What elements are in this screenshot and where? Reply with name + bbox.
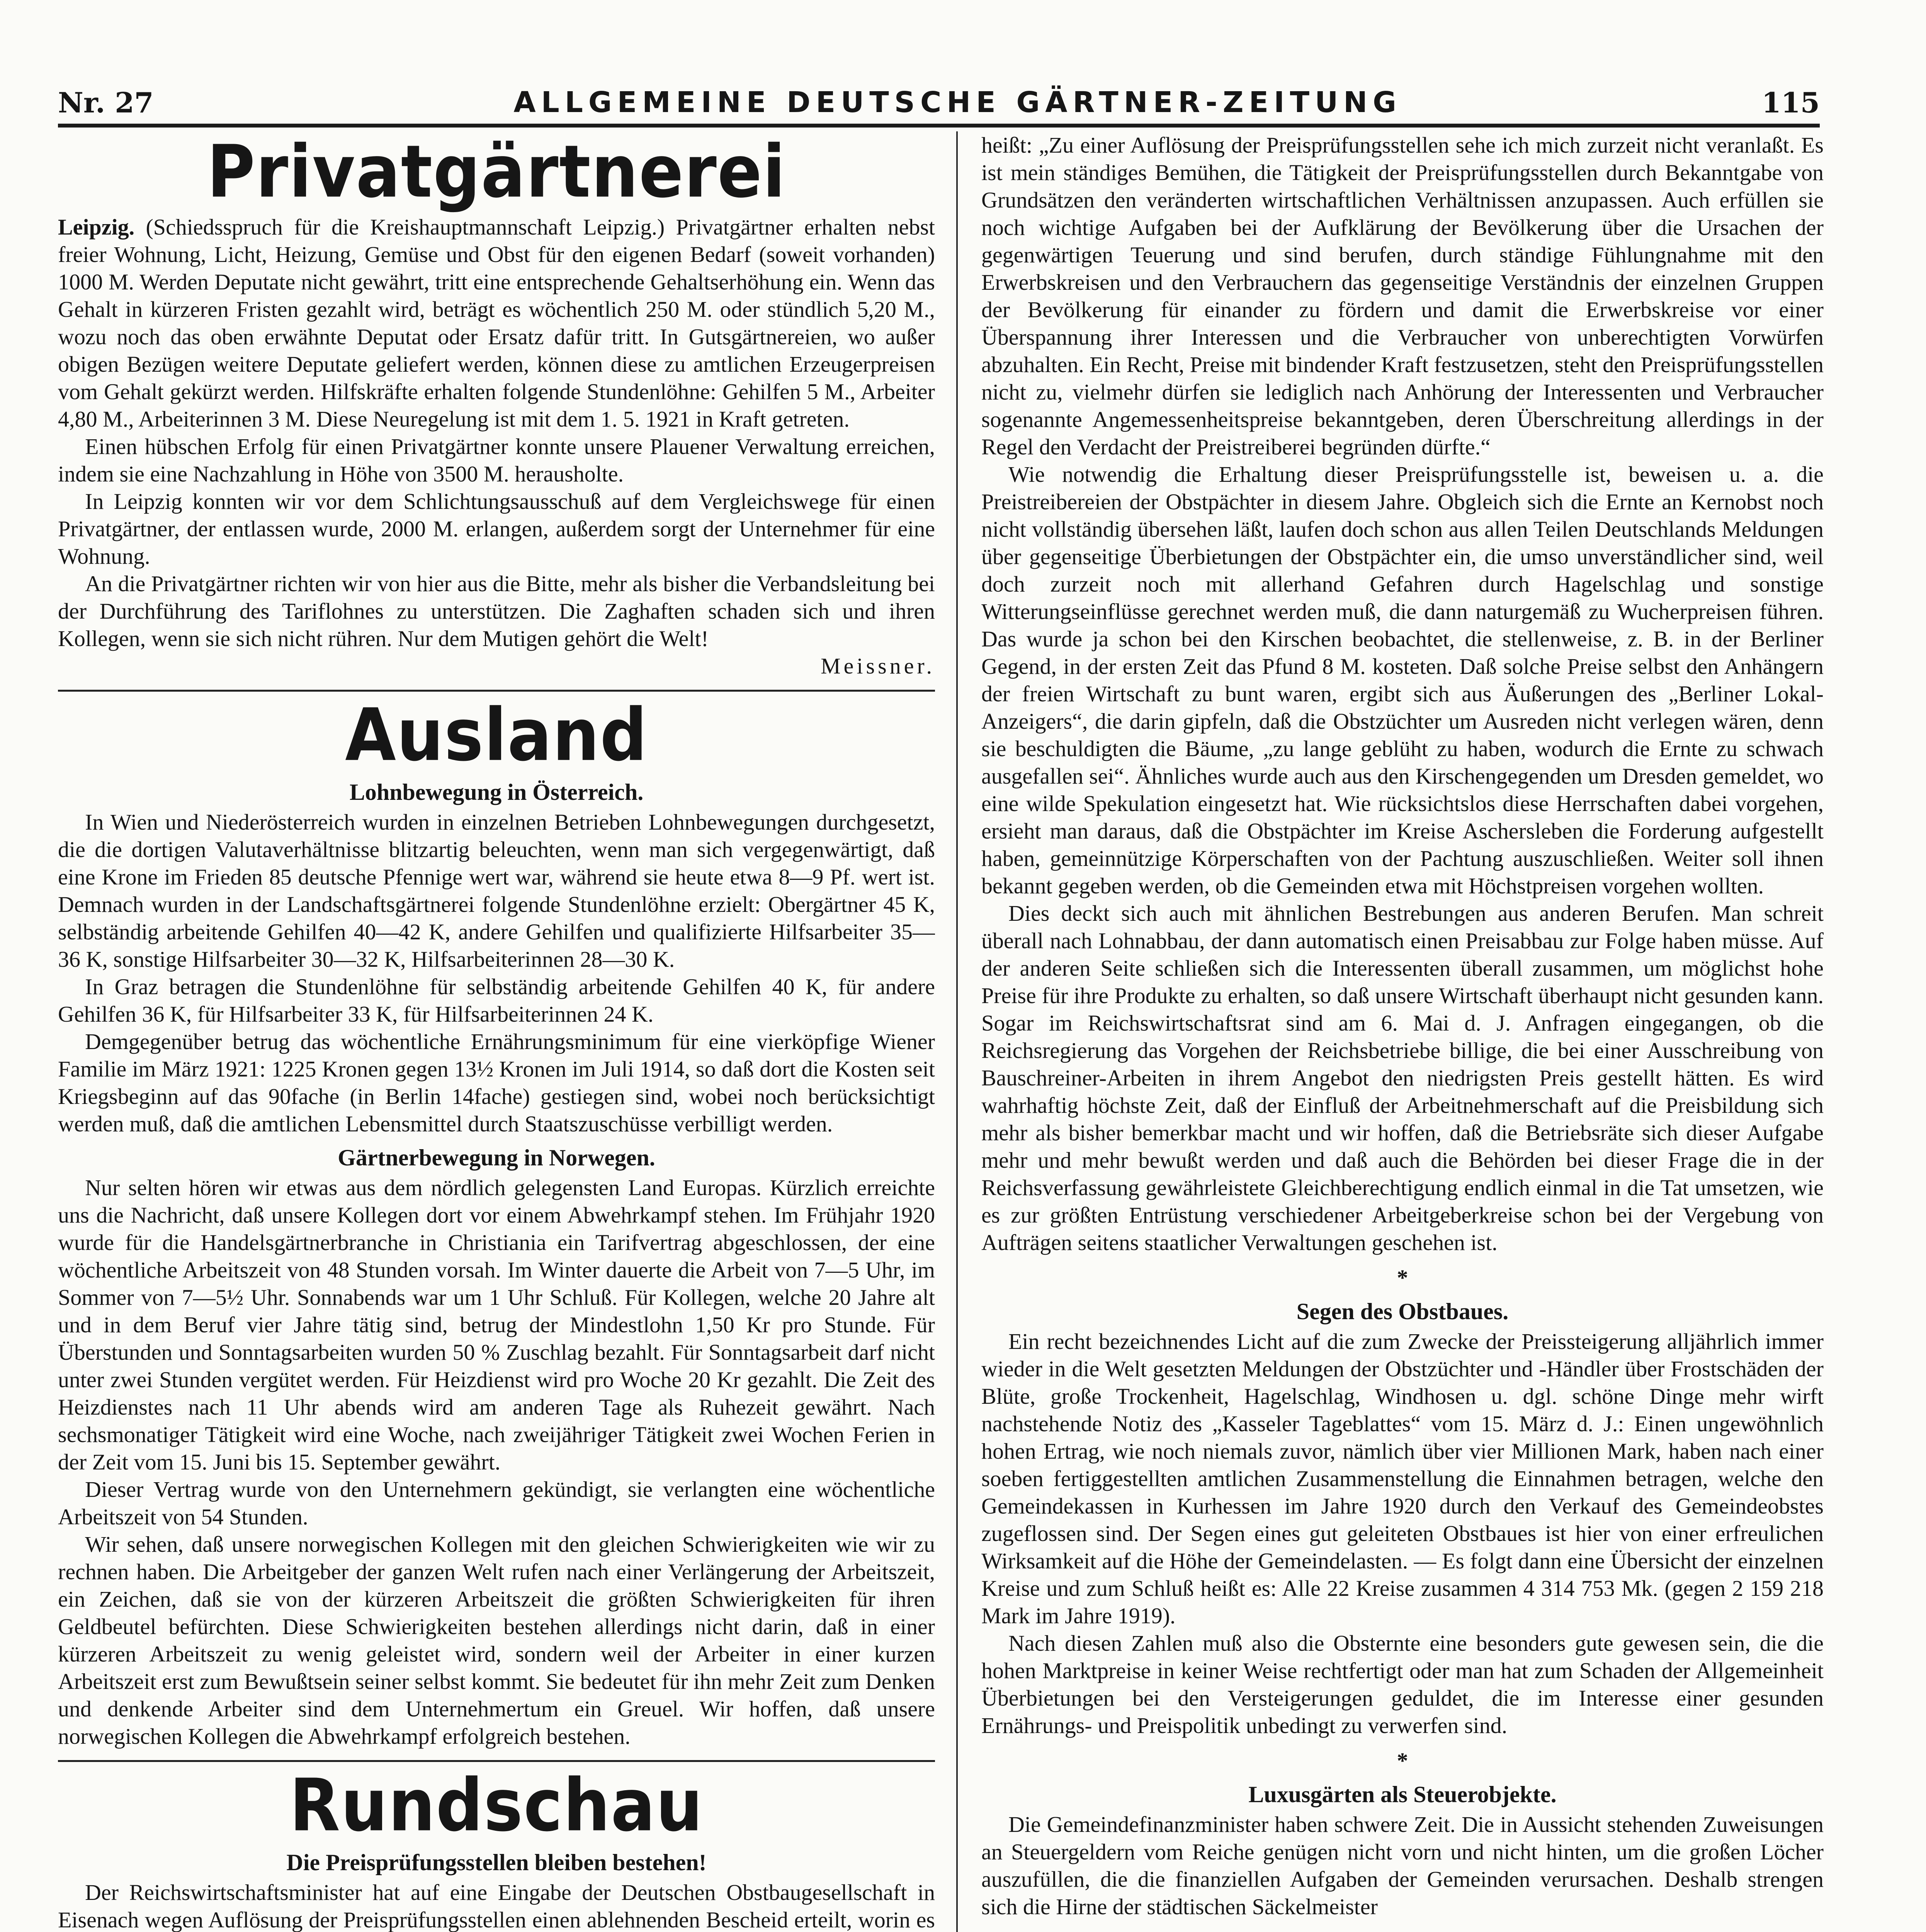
article-paragraph: Wir sehen, daß unsere norwegischen Kollegen mit den gleichen Schwierigkeiten wie wir zu rechnen haben. Die Arbeitgeber der ganzen Welt rufen nach einer Verlängerung der Arbeitszeit, ein Zeichen, daß sie von der kürzeren Arbeitszeit die größten Schwierigkeiten für ihren Geldbeutel befürchten. Diese Schwierigkeiten bestehen allerdings nicht darin, daß in einer kürzeren Arbeitszeit zu wenig geleistet wird, sondern weil der Arbeiter in einer kurzen Arbeitszeit erst zum Bewußtsein seiner selbst kommt. Sie bedeutet für ihn mehr Zeit zum Denken und denkende Arbeiter sind dem Unternehmertum ein Greuel. Wir hoffen, daß unsere norwegischen Kollegen die Abwehrkampf erfolgreich bestehen. [58,1532,935,1749]
article-paragraph: Leipzig. (Schiedsspruch für die Kreishauptmannschaft Leipzig.) Privatgärtner erhalten nebst freier Wohnung, Licht, Heizung, Gemüse und Obst für den eigenen Bedarf (soweit vorhanden) 1000 M. Werden Deputate nicht gewährt, tritt eine entsprechende Gehaltserhöhung ein. Wenn das Gehalt in kürzeren Fristen gezahlt wird, beträgt es wöchentlich 250 M. oder stündlich 5,20 M., wozu noch das oben erwähnte Deputat oder Ersatz dafür tritt. In Gutsgärtnereien, wo außer obigen Bezügen weitere Deputate geliefert werden, können diese zu amtlichen Erzeugerpreisen vom Gehalt gekürzt werden. Hilfskräfte erhalten folgende Stundenlöhne: Gehilfen 5 M., Arbeiter 4,80 M., Arbeiterinnen 3 M. Diese Neuregelung ist mit dem 1. 5. 1921 in Kraft getreten. [58,214,935,432]
article-paragraph: Wie notwendig die Erhaltung dieser Preisprüfungsstelle ist, beweisen u. a. die Preistreibereien der Obstpächter in diesem Jahre. Obgleich sich die Ernte an Kernobst noch nicht vollständig übersehen läßt, laufen doch schon aus allen Teilen Deutschlands Meldungen über gegenseitige Überbietungen der Obstpächter ein, die umso unverständlicher sind, weil doch zurzeit noch mit allerhand Gefahren durch Hagelschlag und sonstige Witterungseinflüsse gerechnet werden muß, die dann naturgemäß zu Wucherpreisen führen. Das wurde ja schon bei den Kirschen beobachtet, die stellenweise, z. B. in der Berliner Gegend, in der ersten Zeit das Pfund 8 M. kosteten. Daß solche Preise selbst den Anhängern der freien Wirtschaft zu bunt waren, ergibt sich aus Äußerungen des „Berliner Lokal-Anzeigers“, die darin gipfeln, daß die Obstzüchter um Ausreden nicht verlegen wären, denn sie beschuldigten die Bäume, „zu lange geblüht zu haben, wodurch die Ernte zu schwach ausgefallen sei“. Ähnliches wurde auch aus den Kirschengegenden um Dresden gemeldet, wo eine wilde Spekulation eingesetzt hat. Wie rücksichtslos diese Herrschaften dabei vorgehen, ersieht man daraus, daß die Obstpächter im Kreise Aschersleben die Forderung aufgestellt haben, gemeinnützige Körperschaften von der Pachtung auszuschließen. Weiter soll ihnen bekannt gegeben werden, ob die Gemeinden etwa mit Höchstpreisen vorgehen wollten. [981,462,1824,898]
article-paragraph: Dies deckt sich auch mit ähnlichen Bestrebungen aus anderen Berufen. Man schreit überall nach Lohnabbau, der dann automatisch einen Preisabbau zur Folge haben müsse. Auf der anderen Seite schließen sich die Interessenten überall zusammen, um möglichst hohe Preise für ihre Produkte zu erhalten, so daß unsere Wirtschaft überhaupt nicht gesunden kann. Sogar im Reichswirtschaftsrat sind am 6. Mai d. J. Anfragen eingegangen, ob die Reichsregierung das Vorgehen der Reichsbetriebe billige, die bei einer Ausschreibung von Bauschreiner-Arbeiten in ihrem Angebot den niedrigsten Preis gestellt hätten. Es wird wahrhaftig höchste Zeit, daß der Einfluß der Arbeitnehmerschaft auf die Preisbildung sich mehr als bisher bemerkbar macht und wir hoffen, daß die Betriebsräte sich dieser Aufgabe mehr und mehr bewußt werden und daß auch die Behörden bei dieser Frage die in der Reichsverfassung gewährleistete Gleichberechtigung endlich einmal in die Tat umsetzen, wie es zur größten Entrüstung verschiedener Arbeitgeberkreise schon bei der Vergebung von Aufträgen seitens staatlicher Verwaltungen geschehen ist. [981,901,1824,1255]
article-paragraph: Nach diesen Zahlen muß also die Obsternte eine besonders gute gewesen sein, die die hohen Marktpreise in keiner Weise rechtfertigt oder man hat zum Schaden der Allgemeinheit Überbietungen bei den Versteigerungen geduldet, die im Interesse einer gesunden Ernährungs- und Preispolitik unbedingt zu verwerfen sind. [981,1631,1824,1738]
page-number: 115 [1761,86,1820,119]
article-paragraph: Einen hübschen Erfolg für einen Privatgärtner konnte unsere Plauener Verwaltung erreichen, indem sie eine Nachzahlung in Höhe von 3500 M. herausholte. [58,434,935,486]
section-heading-privatgaertnerei: Privatgärtnerei [207,131,786,214]
subheading: Luxusgärten als Steuerobjekte. [1248,1782,1557,1807]
newspaper-title: ALLGEMEINE DEUTSCHE GÄRTNER-ZEITUNG [513,86,1402,119]
column-rule [956,131,958,1932]
article-paragraph: Demgegenüber betrug das wöchentliche Ernährungsminimum für eine vierköpfige Wiener Familie im März 1921: 1225 Kronen gegen 13½ Kronen im Juli 1914, so daß dort die Kosten seit Kriegsbeginn auf das 90fache (in Berlin 14fache) gestiegen sind, wobei noch berücksichtigt werden muß, daß die amtlichen Lebensmittel durch Staatszuschüsse verbilligt werden. [58,1029,935,1136]
article-paragraph: Der Reichswirtschaftsminister hat auf eine Eingabe der Deutschen Obstbaugesellschaft in Eisenach wegen Auflösung der Preisprüfungsstellen einen ablehnenden Bescheid erteilt, worin es [58,1880,935,1932]
section-divider [58,690,935,692]
author-signature: Meissner. [821,653,935,679]
article-paragraph: Dieser Vertrag wurde von den Unternehmern gekündigt, sie verlangten eine wöchentliche Arbeitszeit von 54 Stunden. [58,1477,935,1529]
dateline: Leipzig. [58,214,135,240]
subheading: Segen des Obstbaues. [1296,1299,1509,1324]
section-heading-ausland: Ausland [345,693,648,777]
article-paragraph: heißt: „Zu einer Auflösung der Preisprüfungsstellen sehe ich mich zurzeit nicht veranlaßt. Es ist mein ständiges Bemühen, die Tätigkeit der Preisprüfungsstellen durch Bekanntgabe von Grundsätzen den veränderten wirtschaftlichen Verhältnissen anzupassen. Auch erfüllen sie noch wichtige Aufgaben bei der Aufklärung der Bevölkerung über die Ursachen der gegenwärtigen Teuerung und sind berufen, durch ständige Fühlungnahme mit den Erwerbskreisen und den Verbrauchern das gegenseitige Verständnis der einzelnen Gruppen der Bevölkerung für einander zu fördern und damit die Erwerbskreise vor einer Überspannung ihrer Interessen und die Verbraucher von unberechtigten Vorwürfen abzuhalten. Ein Recht, Preise mit bindender Kraft festzusetzen, steht den Preisprüfungsstellen nicht zu, vielmehr dürfen sie lediglich nach Anhörung der Interessenten und Verbraucher sogenannte Angemessenheitspreise bekanntgeben, deren Überschreitung allerdings in der Regel den Verdacht der Preistreiberei begründen dürfte.“ [981,133,1824,459]
section-heading-rundschau: Rundschau [289,1764,704,1848]
page-header [58,81,1820,128]
subheading: Die Preisprüfungsstellen bleiben bestehen! [286,1850,707,1875]
right-column [981,131,1824,1932]
issue-number: Nr. 27 [58,86,154,119]
article-paragraph: Nur selten hören wir etwas aus dem nördlich gelegensten Land Europas. Kürzlich erreichte uns die Nachricht, daß unsere Kollegen dort vor einem Abwehrkampf stehen. Im Frühjahr 1920 wurde für die Handelsgärtnerbranche in Christiania ein Tarifvertrag abgeschlossen, der eine wöchentliche Arbeitszeit von 48 Stunden vorsah. Im Winter dauerte die Arbeit von 7—5 Uhr, im Sommer von 7—5½ Uhr. Sonnabends war um 1 Uhr Schluß. Für Kollegen, welche 20 Jahre alt und in dem Beruf vier Jahre tätig sind, betrug der Mindestlohn 1,50 Kr pro Stunde. Für Überstunden und Sonntagsarbeiten wurden 50 % Zuschlag bezahlt. Für Sonntagsarbeit darf nicht unter zwei Stunden vergütet werden. Für Heizdienst wird pro Woche 20 Kr gezahlt. Die Zeit des Heizdienstes nach 11 Uhr abends wird am anderen Tage als Ruhezeit gewährt. Nach sechsmonatiger Tätigkeit wird eine Woche, nach zweijähriger Tätigkeit zwei Wochen Ferien in der Zeit vom 15. Juni bis 15. September gewährt. [58,1175,935,1475]
asterisk-separator: * [1397,1265,1408,1290]
article-paragraph: Ein recht bezeichnendes Licht auf die zum Zwecke der Preissteigerung alljährlich immer wieder in die Welt gesetzten Meldungen der Obstzüchter und -Händler über Frostschäden der Blüte, große Trockenheit, Hagelschlag, Windhosen u. dgl. schöne Dinge mehr wirft nachstehende Notiz des „Kasseler Tageblattes“ vom 15. März d. J.: Einen ungewöhnlich hohen Ertrag, wie noch niemals zuvor, nämlich über vier Millionen Mark, haben nach einer soeben fertiggestellten amtlichen Zusammenstellung die Einnahmen betragen, welche den Gemeindekassen in Kurhessen im Jahre 1920 durch den Verkauf des Gemeindeobstes zugeflossen sind. Der Segen eines gut geleiteten Obstbaues ist hier von einer erfreulichen Wirksamkeit auf die Höhe der Gemeindelasten. — Es folgt dann eine Übersicht der einzelnen Kreise und zum Schluß heißt es: Alle 22 Kreise zusammen 4 314 753 Mk. (gegen 2 159 218 Mark im Jahre 1919). [981,1329,1824,1628]
article-paragraph: In Graz betragen die Stundenlöhne für selbständig arbeitende Gehilfen 40 K, für andere Gehilfen 36 K, für Hilfsarbeiter 33 K, für Hilfsarbeiterinnen 24 K. [58,974,935,1027]
article-paragraph: In Leipzig konnten wir vor dem Schlichtungsausschuß auf dem Vergleichswege für einen Privatgärtner, der entlassen wurde, 2000 M. erlangen, außerdem sorgt der Unternehmer für eine Wohnung. [58,489,935,569]
article-paragraph: Die Gemeindefinanzminister haben schwere Zeit. Die in Aussicht stehenden Zuweisungen an Steuergeldern vom Reiche genügen nicht vorn und nicht hinten, um die großen Löcher auszufüllen, die die finanziellen Aufgaben der Gemeinden verursachen. Deshalb strengen sich die Hirne der städtischen Säckelmeister [981,1812,1824,1919]
article-paragraph: An die Privatgärtner richten wir von hier aus die Bitte, mehr als bisher die Verbandsleitung bei der Durchführung des Tariflohnes zu unterstützen. Die Zaghaften schaden sich und ihren Kollegen, wenn sie sich nicht rühren. Nur dem Mutigen gehört die Welt! [58,571,935,651]
left-column [58,131,935,1932]
subheading: Lohnbewegung in Österreich. [349,779,644,805]
subheading: Gärtnerbewegung in Norwegen. [338,1145,655,1170]
asterisk-separator: * [1397,1748,1408,1773]
article-paragraph: In Wien und Niederösterreich wurden in einzelnen Betrieben Lohnbewegungen durchgesetzt, die die dortigen Valutaverhältnisse blitzartig beleuchten, wenn man sich vergegenwärtigt, daß eine Krone im Frieden 85 deutsche Pfennige wert war, während sie heute etwa 8—9 Pf. wert ist. Demnach wurden in der Landschaftsgärtnerei folgende Stundenlöhne erzielt: Obergärtner 45 K, selbständig arbeitende Gehilfen 40—42 K, andere Gehilfen und qualifizierte Hilfsarbeiter 35—36 K, sonstige Hilfsarbeiter 30—32 K, Hilfsarbeiterinnen 28—30 K. [58,810,935,972]
section-divider [58,1760,935,1762]
